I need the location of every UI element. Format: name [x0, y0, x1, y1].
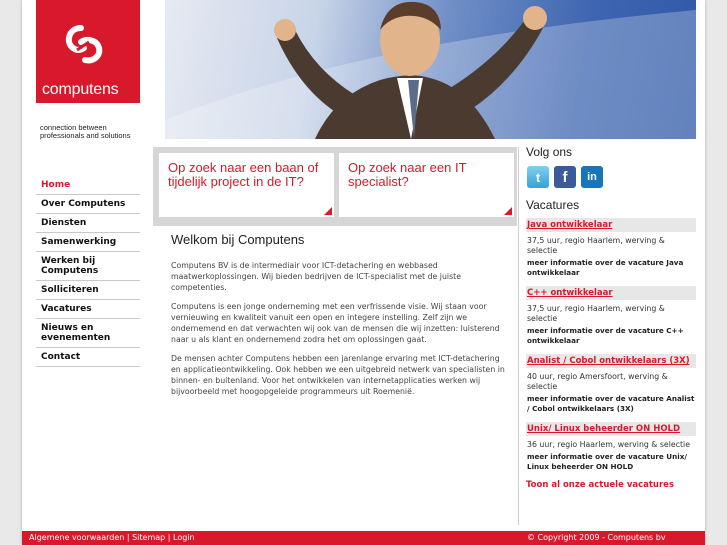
main-nav: [36, 176, 140, 367]
computens-logo[interactable]: [36, 0, 140, 103]
social-links: [527, 166, 696, 188]
job-more-link[interactable]: meer informatie over de vacature Analist / Cobol ontwikkelaars (3X): [527, 394, 695, 413]
nav-item-over-computens[interactable]: Over Computens: [36, 195, 140, 214]
promo-job-seeker-text: Op zoek naar een baan of tijdelijk project in de IT?: [168, 160, 319, 189]
main-content: [171, 232, 511, 405]
vacatures-title: Vacatures: [526, 198, 580, 212]
nav-item-solliciteren[interactable]: Solliciteren: [36, 281, 140, 300]
column-divider: [518, 147, 519, 525]
intro-paragraph: Computens BV is de intermediair voor ICT-detachering en webbased maatwerkoplossingen. Wij bieden bedrijven de ICT-specialist met de juiste competenties.: [171, 261, 461, 292]
nav-item-werken-bij-computens[interactable]: Werken bij Computens: [36, 252, 140, 281]
list-item: [526, 422, 696, 473]
footer-copyright: © Copyright 2009 - Computens bv: [527, 533, 666, 542]
vision-paragraph: Computens is een jonge onderneming met een verfrissende visie. Wij staan voor vernieuwing en kwaliteit vanuit een open en integere instelling. Zelf zijn we ondernemend en dat verwachten wij ook van de mensen die wij inzetten: luisterend naar u als klant en ondernemend zodra het om oplossingen gaat.: [171, 302, 500, 344]
logo-wordmark: computens: [42, 81, 119, 98]
hero-businessman-icon: [165, 0, 696, 139]
promo-job-seeker-button[interactable]: [159, 153, 334, 217]
page: [22, 0, 705, 545]
job-more-link[interactable]: meer informatie over de vacature Unix/ Linux beheerder ON HOLD: [527, 452, 687, 471]
hero-image: [165, 0, 696, 139]
tagline: connection between professionals and solutions: [40, 123, 131, 140]
linkedin-icon[interactable]: in: [581, 166, 603, 188]
job-title-link[interactable]: Unix/ Linux beheerder ON HOLD: [526, 422, 696, 436]
corner-arrow-icon: [324, 207, 332, 215]
footer: [22, 531, 705, 545]
promo-banner: [153, 147, 517, 226]
nav-item-contact[interactable]: Contact: [36, 348, 140, 367]
nav-item-nieuws-en-evenementen[interactable]: Nieuws en evenementen: [36, 319, 140, 348]
list-item: [526, 218, 696, 279]
nav-item-diensten[interactable]: Diensten: [36, 214, 140, 233]
sidebar: [526, 145, 696, 490]
nav-item-vacatures[interactable]: Vacatures: [36, 300, 140, 319]
list-item: [526, 286, 696, 347]
job-description: 37,5 uur, regio Haarlem, werving & selectie: [527, 304, 665, 323]
logo-mark-icon: [59, 20, 115, 72]
page-title: Welkom bij Computens: [171, 232, 305, 247]
follow-title: Volg ons: [526, 145, 573, 159]
job-more-link[interactable]: meer informatie over de vacature Java ontwikkelaar: [527, 258, 684, 277]
job-description: 37,5 uur, regio Haarlem, werving & selectie: [527, 236, 665, 255]
promo-specialist-button[interactable]: [339, 153, 514, 217]
twitter-icon[interactable]: t: [527, 166, 549, 188]
job-more-link[interactable]: meer informatie over de vacature C++ ontwikkelaar: [527, 326, 684, 345]
job-title-link[interactable]: C++ ontwikkelaar: [526, 286, 696, 300]
experience-paragraph: De mensen achter Computens hebben een jarenlange ervaring met ICT-detachering en applicatieontwikkeling. Ook hebben we een uitgebreid netwerk van specialisten in binnen- en buitenland. Voor het ontwikkelen van internetapplicaties werken wij bijvoorbeeld met hoogopgeleide programmeurs uit Roemenië.: [171, 354, 505, 396]
corner-arrow-icon: [504, 207, 512, 215]
list-item: [526, 354, 696, 415]
job-description: 36 uur, regio Haarlem, werving & selectie: [527, 440, 690, 449]
nav-item-samenwerking[interactable]: Samenwerking: [36, 233, 140, 252]
footer-links[interactable]: Algemene voorwaarden | Sitemap | Login: [29, 533, 195, 542]
facebook-icon[interactable]: f: [554, 166, 576, 188]
nav-item-home[interactable]: Home: [36, 176, 140, 195]
job-title-link[interactable]: Java ontwikkelaar: [526, 218, 696, 232]
job-description: 40 uur, regio Amersfoort, werving & selectie: [527, 372, 668, 391]
all-vacancies-link[interactable]: Toon al onze actuele vacatures: [526, 480, 675, 490]
promo-specialist-text: Op zoek naar een IT specialist?: [348, 160, 467, 189]
job-title-link[interactable]: Analist / Cobol ontwikkelaars (3X): [526, 354, 696, 368]
